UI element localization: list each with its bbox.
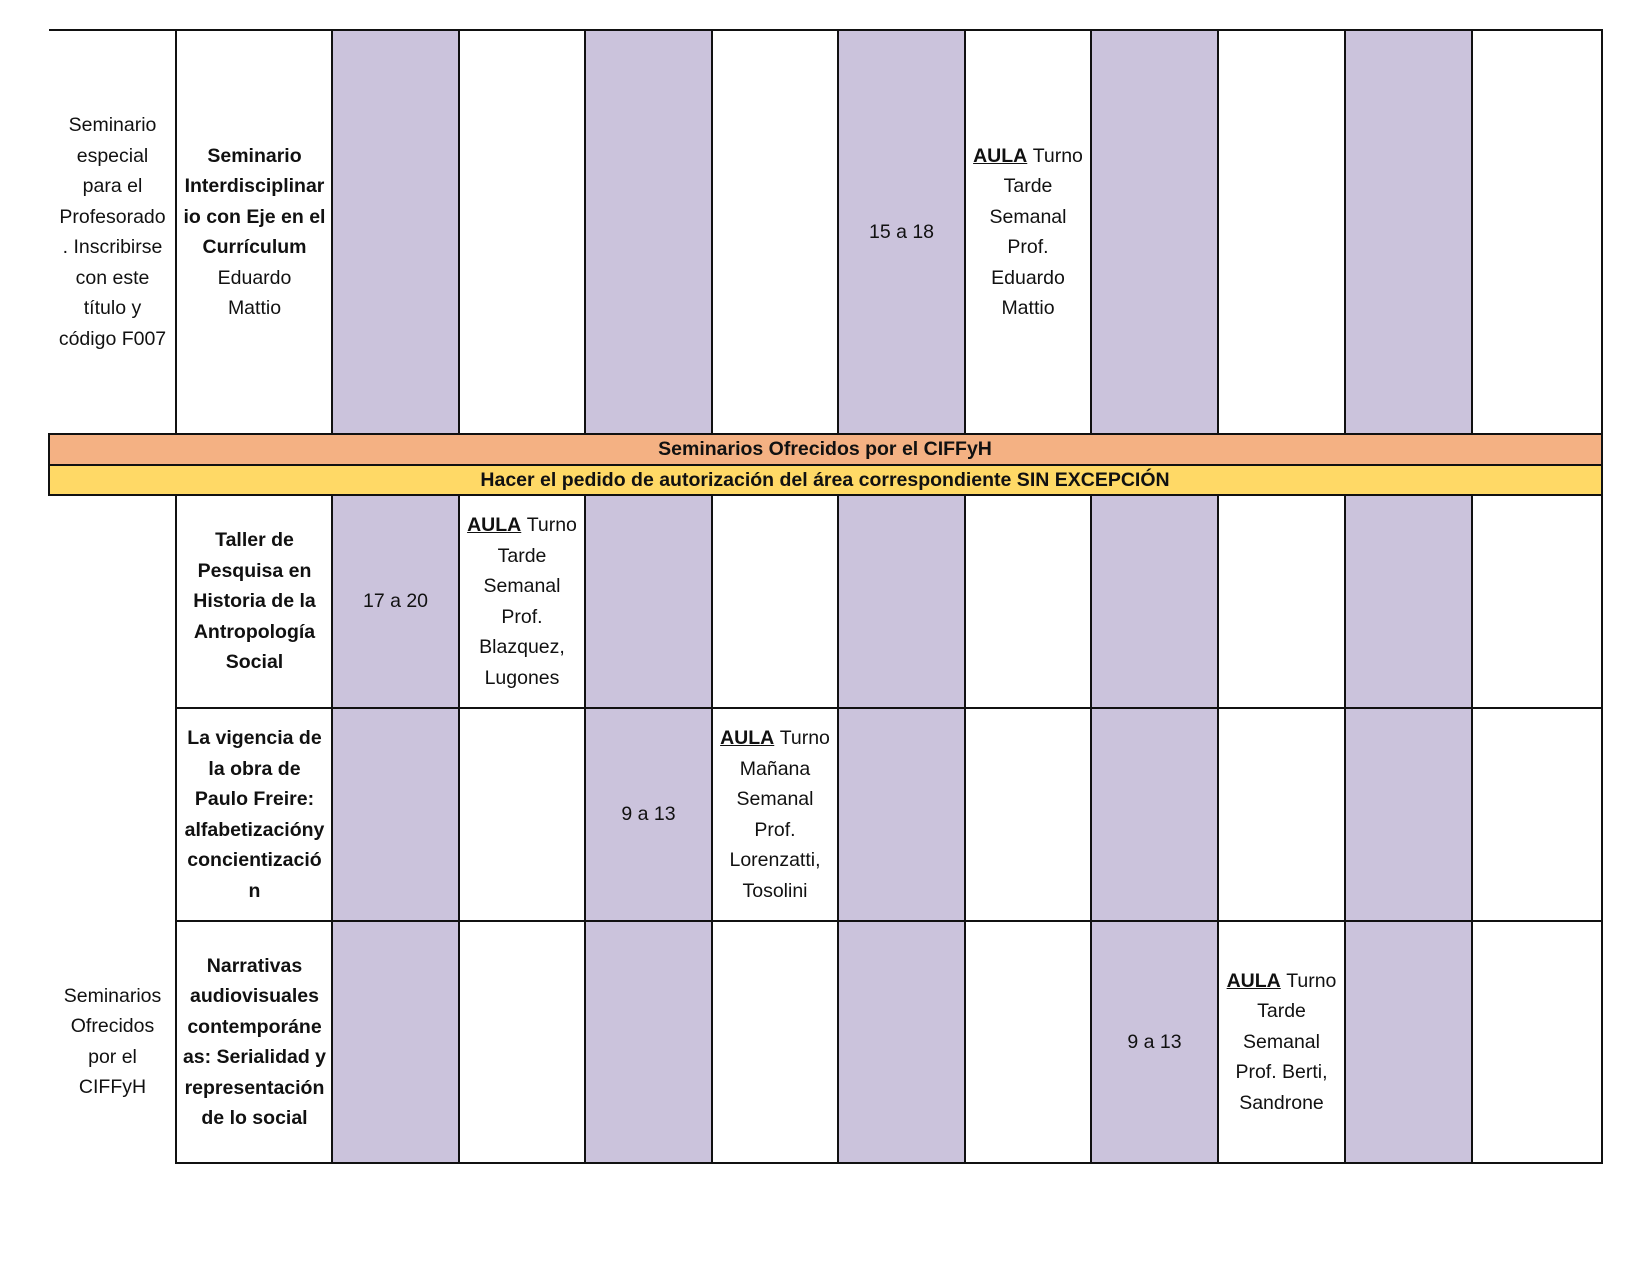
course-title-line: de lo social bbox=[201, 1107, 308, 1129]
course-title-line: as: Serialidad y bbox=[182, 1046, 327, 1068]
aula-line: Tarde bbox=[1003, 175, 1053, 197]
grid-line bbox=[1601, 433, 1603, 496]
course-title-line: Narrativas bbox=[206, 954, 303, 977]
professor-line: Eduardo bbox=[217, 266, 292, 289]
grid-line bbox=[964, 494, 966, 1164]
category-line: por el bbox=[88, 1045, 137, 1068]
aula-line: Tosolini bbox=[742, 879, 808, 902]
aula-turno: Turno bbox=[1032, 144, 1083, 167]
aula-line: Tarde bbox=[1257, 1000, 1306, 1023]
grid-line bbox=[49, 433, 1603, 435]
aula-line: Semanal bbox=[483, 575, 561, 597]
grid-line bbox=[584, 29, 586, 435]
grid-line bbox=[176, 1162, 1603, 1164]
time-cell bbox=[332, 496, 459, 707]
time-text: 9 a 13 bbox=[621, 803, 676, 826]
lavender-column bbox=[1345, 30, 1472, 434]
course-title-line: La vigencia de bbox=[187, 727, 322, 749]
course-title-line: Historia de la bbox=[193, 590, 316, 613]
course-title-line: Taller de bbox=[215, 529, 294, 552]
grid-line bbox=[1471, 29, 1473, 435]
category-line: Profesorado bbox=[59, 205, 166, 228]
aula-line: Lugones bbox=[484, 666, 560, 689]
course-title-cell bbox=[177, 709, 332, 920]
time-cell bbox=[838, 31, 965, 433]
grid-line bbox=[176, 707, 1603, 709]
course-title-line: Antropología bbox=[193, 620, 316, 643]
category-line: Ofrecidos bbox=[70, 1015, 155, 1037]
band-autorizacion bbox=[49, 465, 1601, 495]
band-ciffyh bbox=[49, 434, 1601, 465]
course-title-line: Paulo Freire: bbox=[194, 788, 315, 810]
professor-line: Mattio bbox=[227, 297, 282, 319]
aula-line: Tarde bbox=[497, 544, 547, 567]
grid-line bbox=[49, 464, 1603, 466]
aula-cell bbox=[1218, 922, 1345, 1162]
grid-line bbox=[1471, 494, 1473, 1164]
category-line: para el bbox=[82, 175, 143, 197]
grid-line bbox=[1217, 29, 1219, 435]
aula-line: Eduardo bbox=[991, 266, 1065, 289]
course-title-line: Social bbox=[225, 651, 284, 674]
time-text: 15 a 18 bbox=[868, 220, 935, 243]
lavender-column bbox=[332, 30, 459, 434]
time-cell bbox=[1091, 922, 1218, 1162]
aula-line: Prof. bbox=[1007, 236, 1049, 258]
course-title-cell bbox=[177, 496, 332, 707]
aula-line: Prof. bbox=[501, 605, 543, 628]
category-line: CIFFyH bbox=[78, 1076, 147, 1098]
time-cell bbox=[585, 709, 712, 920]
aula-cell bbox=[965, 31, 1091, 433]
aula-line: Semanal bbox=[989, 205, 1067, 228]
aula-line: Mañana bbox=[739, 757, 811, 780]
time-text: 9 a 13 bbox=[1127, 1030, 1182, 1053]
category-line: título y bbox=[83, 297, 142, 319]
category-line: especial bbox=[76, 144, 149, 167]
aula-line: Prof. bbox=[754, 818, 796, 841]
grid-line bbox=[1344, 29, 1346, 435]
category-line: . Inscribirse bbox=[62, 236, 163, 258]
aula-turno: Turno bbox=[526, 514, 577, 536]
category-line: Seminario bbox=[68, 114, 157, 136]
course-title-line: alfabetizacióny bbox=[184, 818, 325, 841]
grid-line bbox=[48, 433, 50, 496]
grid-line bbox=[711, 29, 713, 435]
lavender-column bbox=[585, 30, 712, 434]
course-title-line: audiovisuales bbox=[190, 985, 319, 1007]
course-title-line: concientizació bbox=[187, 849, 322, 871]
aula-line: Blazquez, bbox=[479, 636, 565, 658]
course-title-line: representación bbox=[184, 1076, 325, 1099]
course-title-line: n bbox=[248, 879, 261, 902]
course-title-line: Interdisciplinar bbox=[184, 175, 325, 197]
aula-cell bbox=[712, 709, 838, 920]
course-title-line: Pesquisa en bbox=[197, 559, 312, 582]
aula-link: AULA bbox=[973, 144, 1028, 167]
aula-link: AULA bbox=[720, 727, 775, 749]
band-autorizacion-text: Hacer el pedido de autorización del área correspondiente SIN EXCEPCIÓN bbox=[480, 468, 1170, 491]
category-cell bbox=[49, 920, 176, 1163]
aula-turno: Turno bbox=[779, 727, 830, 749]
aula-line: Semanal bbox=[1243, 1030, 1320, 1053]
category-line: Seminarios bbox=[63, 984, 162, 1007]
grid-line bbox=[458, 29, 460, 435]
grid-line bbox=[1601, 494, 1603, 1164]
course-title-cell bbox=[177, 31, 332, 433]
course-title-cell bbox=[177, 922, 332, 1162]
category-cell bbox=[49, 31, 176, 433]
aula-line: Mattio bbox=[1001, 297, 1055, 319]
aula-line: Sandrone bbox=[1239, 1091, 1324, 1114]
aula-line: Lorenzatti, bbox=[729, 849, 821, 871]
lavender-column bbox=[1091, 30, 1218, 434]
aula-line: Prof. Berti, bbox=[1235, 1061, 1328, 1084]
course-title-line: la obra de bbox=[208, 757, 301, 780]
lavender-column bbox=[838, 495, 965, 1163]
aula-turno: Turno bbox=[1286, 969, 1337, 992]
course-title-line: contemporáne bbox=[187, 1015, 322, 1038]
course-title-line: Seminario bbox=[207, 144, 302, 167]
time-text: 17 a 20 bbox=[362, 590, 429, 613]
category-line: con este bbox=[75, 266, 150, 289]
band-ciffyh-text: Seminarios Ofrecidos por el CIFFyH bbox=[658, 438, 992, 460]
course-title-line: Currículum bbox=[202, 236, 307, 258]
category-line: código F007 bbox=[58, 327, 167, 350]
lavender-column bbox=[1345, 495, 1472, 1163]
aula-link: AULA bbox=[467, 514, 522, 536]
aula-link: AULA bbox=[1226, 969, 1281, 992]
grid-line bbox=[176, 920, 1603, 922]
grid-line bbox=[1601, 29, 1603, 435]
course-title-line: io con Eje en el bbox=[183, 205, 326, 228]
aula-cell bbox=[459, 496, 585, 707]
aula-line: Semanal bbox=[736, 788, 814, 810]
